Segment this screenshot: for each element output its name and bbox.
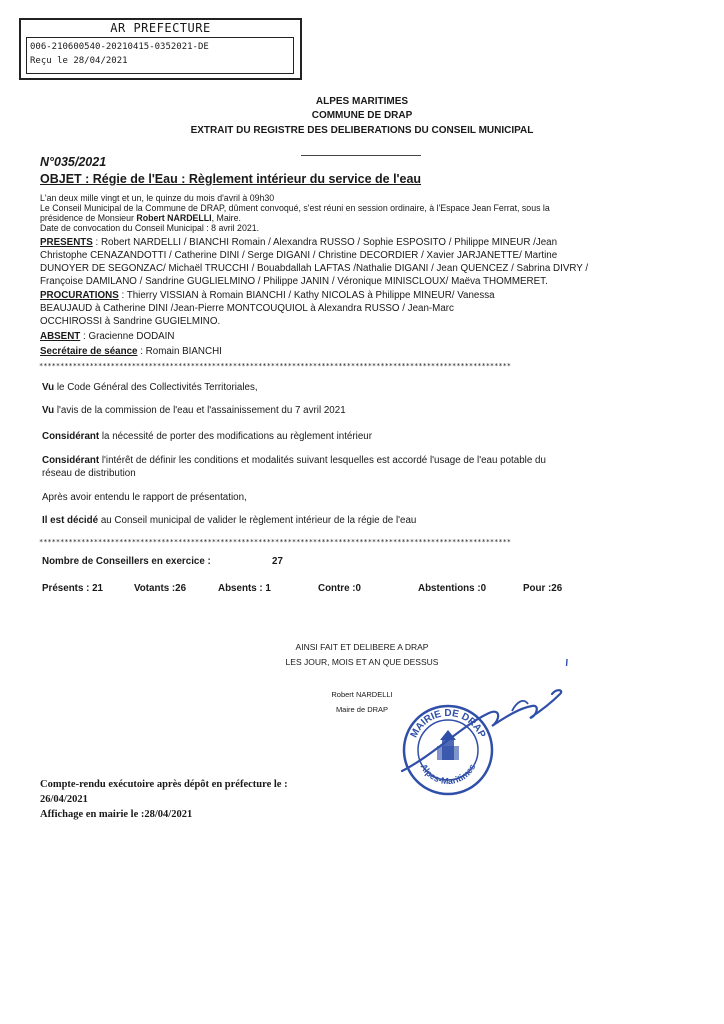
vote-votants: Votants :26 (134, 583, 187, 594)
absent-value: : Gracienne DODAIN (80, 331, 175, 342)
decision-text: au Conseil municipal de valider le règlement intérieur de la régie de l'eau (98, 515, 417, 526)
conseillers-value: 27 (272, 556, 283, 567)
conseillers-label: Nombre de Conseillers en exercice : (42, 556, 211, 567)
secretaire-label: Secrétaire de séance (40, 346, 138, 357)
presents-line-4: Françoise DAMILANO / Sandrine GUGLIELMINO / Philippe JANIN / Véronique MINISCLOUX/ Maëva THOMMERET. (40, 276, 548, 287)
procurations-label: PROCURATIONS (40, 290, 119, 301)
presents-line-3: DUNOYER DE SEGONZAC/ Michaël TRUCCHI / Bouabdallah LAFTAS /Nathalie DIGANI / Jean QUENCEZ / Sabrina DIVRY / (40, 263, 589, 274)
vu-avis-text: l'avis de la commission de l'eau et l'assainissement du 7 avril 2021 (54, 405, 346, 416)
vu-avis-bold: Vu (42, 405, 55, 416)
considerant-1-bold: Considérant (42, 431, 100, 442)
footer-executoire: Compte-rendu exécutoire après dépôt en préfecture le : (40, 779, 288, 790)
considerant-2-line (42, 455, 546, 466)
intro-president-name: Robert NARDELLI (136, 213, 212, 223)
presents-line-2: Christophe CENAZANDOTTI / Catherine DINI / Serge DIGANI / Christine DECORDIER / Xavier JARJANETTE/ Martine (40, 250, 558, 261)
commune-heading: COMMUNE DE DRAP (311, 110, 413, 121)
footer-depot-date: 26/04/2021 (40, 794, 88, 805)
intro-convocation-line: Le Conseil Municipal de la Commune de DRAP, dûment convoqué, s'est réuni en session ordinaire, à l'Espace Jean Ferrat, sous la (40, 203, 550, 213)
presents-line-1 (40, 236, 557, 249)
intro-date-line: L'an deux mille vingt et un, le quinze du mois d'avril à 09h30 (40, 193, 275, 203)
vu-code-line (42, 382, 258, 393)
vu-avis-line (42, 405, 346, 416)
seal-text-bottom: Alpes-Maritimes (418, 762, 478, 787)
closing-line-1: AINSI FAIT ET DELIBERE A DRAP (295, 642, 429, 652)
procurations-line-3: OCCHIROSSI à Sandrine GUGIELMINO. (40, 316, 221, 327)
prefecture-stamp-reference: 006-210600540-20210415-0352021-DE (30, 42, 209, 52)
header-divider (301, 155, 421, 156)
presents-label: PRESENTS (40, 237, 93, 248)
vote-absents: Absents : 1 (218, 583, 271, 594)
absent-line (40, 330, 174, 343)
intro-convocation-date: Date de convocation du Conseil Municipal : 8 avril 2021. (40, 223, 260, 233)
procurations-line-2: BEAUJAUD à Catherine DINI /Jean-Pierre MONTCOUQUIOL à Alexandra RUSSO / Jean-Marc (40, 303, 454, 314)
vote-pour: Pour :26 (523, 583, 563, 594)
footer-affichage: Affichage en mairie le :28/04/2021 (40, 809, 193, 820)
vu-code-bold: Vu (42, 382, 55, 393)
signer-name: Robert NARDELLI (331, 690, 393, 699)
separator-stars-bottom: **************************************************************************************************************** (39, 538, 512, 546)
separator-stars-top: **************************************************************************************************************** (39, 362, 512, 370)
decision-bold: Il est décidé (42, 515, 99, 526)
vote-contre: Contre :0 (318, 583, 362, 594)
pen-mark (564, 658, 570, 668)
procurations-line-1 (40, 289, 495, 302)
extract-title: EXTRAIT DU REGISTRE DES DELIBERATIONS DU CONSEIL MUNICIPAL (190, 125, 534, 136)
considerant-1-line (42, 431, 372, 442)
secretaire-value: : Romain BIANCHI (137, 346, 222, 357)
considerant-2-bold: Considérant (42, 455, 100, 466)
signer-title: Maire de DRAP (335, 705, 389, 714)
seal-text-top: MAIRIE DE DRAP (408, 708, 488, 740)
considerant-1-text: la nécessité de porter des modifications au règlement intérieur (99, 431, 372, 442)
intro-presidence-prefix: présidence de Monsieur (40, 213, 137, 223)
decision-line (42, 515, 416, 526)
deliberation-number: N°035/2021 (40, 155, 107, 169)
apres-line: Après avoir entendu le rapport de présentation, (42, 492, 247, 503)
prefecture-stamp-received: Reçu le 28/04/2021 (30, 56, 128, 66)
absent-label: ABSENT (40, 331, 81, 342)
presents-names-1: : Robert NARDELLI / BIANCHI Romain / Alexandra RUSSO / Sophie ESPOSITO / Philippe MINEUR /Jean (92, 237, 558, 248)
procurations-names-1: : Thierry VISSIAN à Romain BIANCHI / Kathy NICOLAS à Philippe MINEUR/ Vanessa (118, 290, 495, 301)
considerant-2-line-2: réseau de distribution (42, 468, 136, 479)
considerant-2-text: l'intérêt de définir les conditions et modalités suivant lesquelles est accordé l'usage de l'eau potable du (99, 455, 546, 466)
department-heading: ALPES MARITIMES (315, 96, 409, 107)
intro-presidence-line (40, 213, 241, 223)
vote-abstentions: Abstentions :0 (418, 583, 487, 594)
vu-code-text: le Code Général des Collectivités Territoriales, (54, 382, 258, 393)
closing-line-2: LES JOUR, MOIS ET AN QUE DESSUS (285, 657, 439, 667)
mayor-signature (392, 676, 572, 776)
secretaire-line (40, 345, 222, 358)
prefecture-stamp-title: AR PREFECTURE (110, 21, 211, 35)
vote-presents: Présents : 21 (42, 583, 103, 594)
deliberation-object: OBJET : Régie de l'Eau : Règlement intérieur du service de l'eau (40, 172, 422, 186)
intro-presidence-suffix: , Maire. (211, 213, 241, 223)
